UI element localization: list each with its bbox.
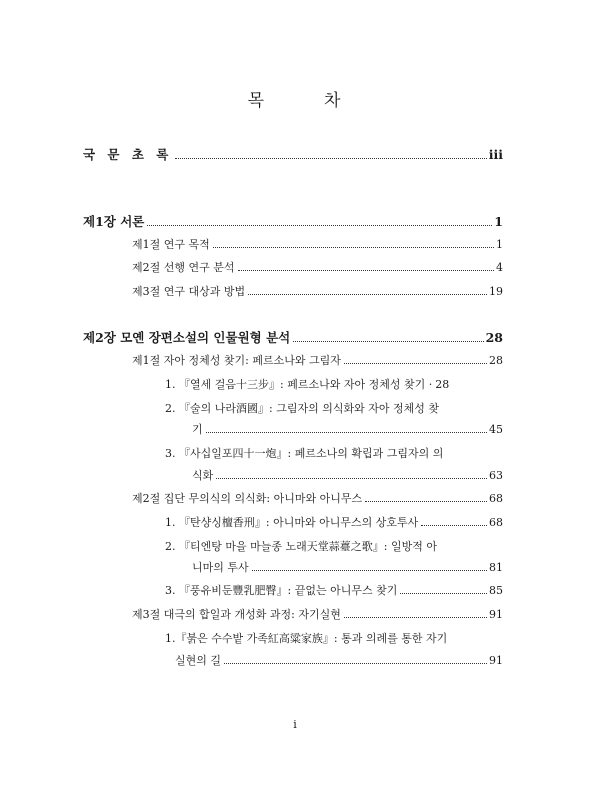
toc-label: 니마의 투사: [192, 561, 249, 574]
toc-label: 제1절 자아 정체성 찾기: 페르소나와 그림자: [132, 354, 341, 367]
toc-page-number: iii: [488, 147, 503, 162]
toc-page-number: 28: [435, 378, 450, 391]
toc-entry-chapter-1[interactable]: [83, 212, 503, 230]
toc-page-number: 1: [496, 238, 503, 251]
leader-dots: [421, 525, 487, 526]
toc-page-number: 81: [489, 561, 503, 574]
toc-entry-item[interactable]: [165, 376, 503, 392]
toc-page-number: 85: [489, 584, 503, 597]
page-number-footer: i: [293, 718, 297, 731]
toc-label: 제2장 모옌 장편소설의 인물원형 분석: [83, 330, 291, 345]
leader-dots: [175, 158, 486, 159]
title-char-1: 목: [247, 91, 266, 111]
toc-label: 3. 『풍유비둔豐乳肥臀』: 끝없는 아니무스 찾기: [165, 584, 398, 597]
toc-page-number: 68: [489, 492, 503, 505]
toc-entry-section[interactable]: [132, 259, 503, 275]
toc-page-number: 45: [489, 423, 503, 436]
toc-label: 제2절 집단 무의식의 의식화: 아니마와 아니무스: [132, 492, 363, 505]
toc-label: 제2절 선행 연구 분석: [132, 261, 235, 274]
toc-label: 제1장 서론: [83, 214, 145, 229]
toc-entry-section[interactable]: [132, 283, 503, 299]
toc-page-number: 63: [489, 469, 503, 482]
leader-dots: [224, 663, 487, 664]
toc-entry-item-line1[interactable]: 2. 『술의 나라酒國』: 그림자의 의식화와 자아 정체성 찾: [165, 402, 439, 415]
leader-dots: [147, 225, 492, 226]
toc-label: 1. 『열세 걸음十三步』: 페르소나와 자아 정체성 찾기 ·: [165, 378, 433, 391]
leader-dots: [213, 247, 494, 248]
toc-entry-item-cont[interactable]: [192, 467, 503, 483]
leader-dots: [293, 341, 483, 342]
toc-label: 식화: [192, 469, 214, 482]
toc-page-number: 91: [489, 608, 503, 621]
toc-entry-section[interactable]: [132, 490, 503, 506]
toc-label: 국 문 초 록: [83, 147, 173, 162]
leader-dots: [248, 294, 487, 295]
toc-entry-item[interactable]: [165, 514, 503, 530]
toc-entry-item-line1[interactable]: 1.『붉은 수수밭 가족紅高粱家族』: 통과 의례를 통한 자기: [165, 632, 448, 645]
toc-label: 제3절 연구 대상과 방법: [132, 285, 246, 298]
toc-label: 기: [192, 423, 203, 436]
toc-label: 실현의 길: [175, 654, 222, 667]
page-title: [0, 86, 590, 111]
leader-dots: [365, 501, 487, 502]
toc-entry-section[interactable]: [132, 606, 503, 622]
toc-entry-item-cont[interactable]: [175, 652, 503, 668]
toc-entry-item-line1[interactable]: 2. 『티엔탕 마을 마늘종 노래天堂蒜薹之歌』: 일방적 아: [165, 540, 437, 553]
toc-label: 1. 『탄샹싱檀香刑』: 아니마와 아니무스의 상호투사: [165, 516, 419, 529]
leader-dots: [216, 478, 487, 479]
title-char-2: 차: [324, 91, 343, 111]
leader-dots: [252, 570, 487, 571]
toc-page-number: 1: [494, 214, 503, 229]
toc-page-number: 28: [489, 354, 503, 367]
toc-entry-item[interactable]: [165, 582, 503, 598]
toc-entry-chapter-2[interactable]: [83, 328, 503, 346]
leader-dots: [238, 270, 495, 271]
leader-dots: [344, 617, 487, 618]
toc-page-number: 68: [489, 516, 503, 529]
toc-page-number: 19: [489, 285, 503, 298]
toc-label: 제1절 연구 목적: [132, 238, 210, 251]
toc-page-number: 91: [489, 654, 503, 667]
leader-dots: [206, 432, 487, 433]
toc-entry-item-line1[interactable]: 3. 『사십일포四十一炮』: 페르소나의 확립과 그림자의 의: [165, 447, 444, 460]
toc-label: 제3절 대극의 합일과 개성화 과정: 자기실현: [132, 608, 341, 621]
toc-entry-item-cont[interactable]: [192, 559, 503, 575]
toc-entry-item-cont[interactable]: [192, 421, 503, 437]
toc-entry-section[interactable]: [132, 352, 503, 368]
leader-dots: [400, 593, 487, 594]
toc-entry-abstract[interactable]: [83, 145, 503, 163]
toc-page-number: 28: [485, 330, 503, 345]
toc-page-number: 4: [496, 261, 503, 274]
leader-dots: [344, 363, 487, 364]
toc-entry-section[interactable]: [132, 236, 503, 252]
